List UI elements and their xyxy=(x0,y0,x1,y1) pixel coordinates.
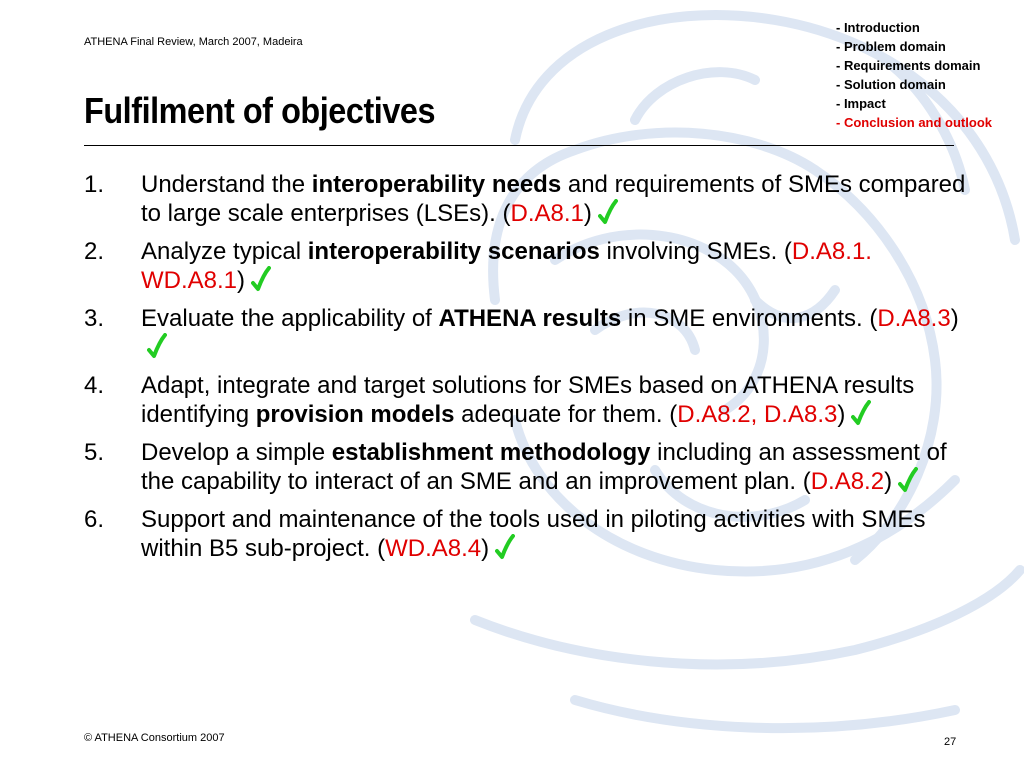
page-number: 27 xyxy=(944,736,957,748)
objective-text-lead: Support and maintenance of the tools used in piloting activities with SMEs within B5 sub-project. ( xyxy=(141,506,926,562)
check-icon xyxy=(251,266,271,292)
objective-number: 1. xyxy=(84,171,105,198)
nav-item-conclusion-and-outlook[interactable]: - Conclusion and outlook xyxy=(836,115,992,130)
reference-close: ) xyxy=(237,267,246,294)
objective-item xyxy=(84,170,971,228)
objective-text xyxy=(141,171,965,227)
deliverable-reference: D.A8.1. WD.A8.1 xyxy=(141,238,872,294)
objective-text-tail: involving SMEs. ( xyxy=(599,238,792,265)
objective-number: 3. xyxy=(84,305,105,332)
objective-text-tail: adequate for them. ( xyxy=(454,401,678,428)
reference-close: ) xyxy=(950,305,959,332)
objective-number: 2. xyxy=(84,238,105,265)
objective-keyword: interoperability scenarios xyxy=(307,238,600,265)
objective-item xyxy=(84,505,971,563)
objective-number: 5. xyxy=(84,439,105,466)
objective-text-tail: and requirements of SMEs compared to large scale enterprises (LSEs). ( xyxy=(141,171,966,227)
objective-item xyxy=(84,371,971,429)
objective-keyword: provision models xyxy=(255,401,455,428)
objective-keyword: ATHENA results xyxy=(438,305,622,332)
presentation-header: ATHENA Final Review, March 2007, Madeira xyxy=(84,36,303,48)
check-icon xyxy=(147,333,167,359)
objective-number: 4. xyxy=(84,372,105,399)
objective-keyword: establishment methodology xyxy=(331,439,651,466)
reference-close: ) xyxy=(837,401,846,428)
objective-text-lead: Adapt, integrate and target solutions for SMEs based on ATHENA results identifying xyxy=(141,372,915,428)
reference-close: ) xyxy=(884,468,893,495)
objective-keyword: interoperability needs xyxy=(311,171,562,198)
deliverable-reference: D.A8.1 xyxy=(510,200,584,227)
check-icon xyxy=(598,199,618,225)
section-navigation xyxy=(836,18,992,132)
objective-item xyxy=(84,304,971,362)
slide-title: Fulfilment of objectives xyxy=(84,90,436,131)
check-icon xyxy=(898,467,918,493)
deliverable-reference: D.A8.3 xyxy=(877,305,951,332)
nav-item-problem-domain[interactable]: - Problem domain xyxy=(836,39,946,54)
objective-text-tail: in SME environments. ( xyxy=(621,305,878,332)
objective-text xyxy=(141,372,914,428)
objective-item xyxy=(84,237,971,295)
deliverable-reference: WD.A8.4 xyxy=(385,535,482,562)
reference-close: ) xyxy=(583,200,592,227)
check-icon xyxy=(495,534,515,560)
nav-item-impact[interactable]: - Impact xyxy=(836,96,886,111)
objective-item xyxy=(84,438,971,496)
deliverable-reference: D.A8.2, D.A8.3 xyxy=(677,401,838,428)
nav-item-requirements-domain[interactable]: - Requirements domain xyxy=(836,58,981,73)
check-icon xyxy=(851,400,871,426)
objective-text-lead: Analyze typical xyxy=(141,238,308,265)
objective-text xyxy=(141,305,959,332)
reference-close: ) xyxy=(481,535,490,562)
objective-text-lead: Evaluate the applicability of xyxy=(141,305,439,332)
objectives-list xyxy=(84,170,971,572)
nav-item-solution-domain[interactable]: - Solution domain xyxy=(836,77,946,92)
objective-text xyxy=(141,439,947,495)
objective-text-tail: including an assessment of the capability to interact of an SME and an improvement plan. ( xyxy=(141,439,947,495)
objective-text-lead: Understand the xyxy=(141,171,312,198)
objective-text xyxy=(141,506,925,562)
nav-item-introduction[interactable]: - Introduction xyxy=(836,20,920,35)
deliverable-reference: D.A8.2 xyxy=(810,468,885,495)
objective-text-lead: Develop a simple xyxy=(141,439,332,466)
copyright-footer: © ATHENA Consortium 2007 xyxy=(84,732,225,744)
objective-number: 6. xyxy=(84,506,105,533)
title-divider xyxy=(84,145,954,146)
